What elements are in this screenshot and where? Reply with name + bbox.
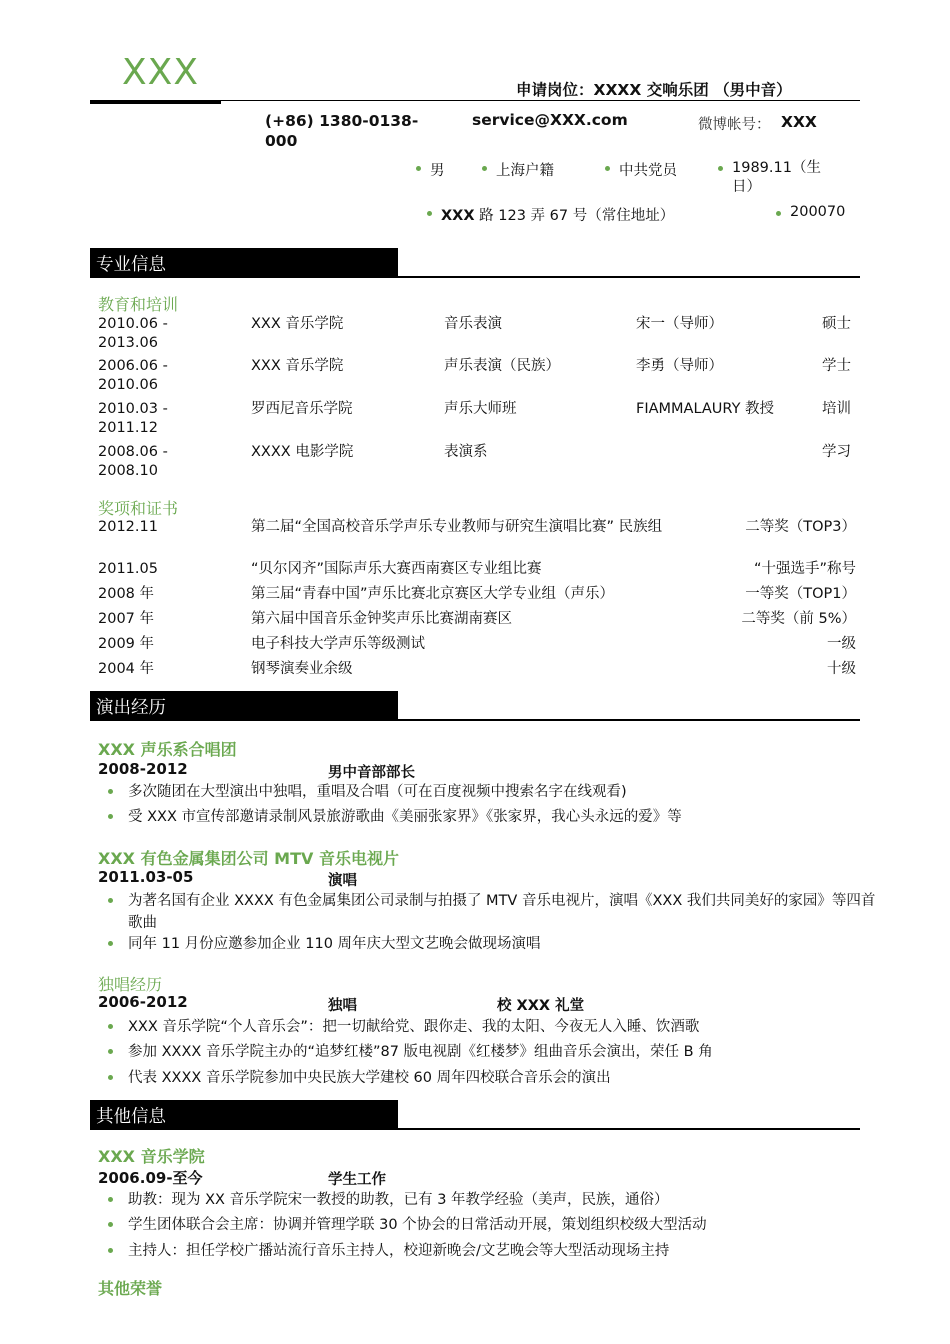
edu-school: XXXX 电影学院: [251, 444, 354, 460]
other-honors-title: 其他荣誉: [98, 1279, 163, 1298]
section-title: 其他信息: [96, 1107, 166, 1127]
edu-date: 2010.06 - 2013.06: [98, 316, 168, 351]
edu-school: 罗西尼音乐学院: [251, 401, 353, 417]
other-date: 2006.09-至今: [98, 1169, 203, 1187]
edu-date: 2008.06 - 2008.10: [98, 444, 168, 479]
weibo-value: XXX: [781, 113, 817, 131]
edu-tutor: FIAMMALAURY 教授: [636, 401, 775, 417]
address-rest: 路 123 弄 67 号（常住地址）: [474, 208, 675, 224]
address-bold: XXX: [441, 208, 475, 224]
award-result: 一级: [827, 636, 856, 652]
header-divider: [90, 100, 860, 101]
award-date: 2011.05: [98, 561, 158, 577]
info-party: 中共党员: [605, 159, 677, 180]
section-title: 演出经历: [96, 698, 166, 718]
perf-bullet: 参加 XXXX 音乐学院主办的“追梦红楼”87 版电视剧《红楼梦》组曲音乐会演出，荣任 B 角: [108, 1041, 878, 1063]
edu-school: XXX 音乐学院: [251, 358, 344, 374]
phone: (+86) 1380-0138-000: [265, 112, 419, 150]
award-result: 十级: [827, 661, 856, 677]
section-performance: [90, 691, 860, 721]
job-application: [516, 78, 792, 100]
perf-role: 男中音部部长: [328, 765, 415, 781]
award-name: 钢琴演奏业余级: [251, 661, 353, 677]
edu-major: 声乐表演（民族）: [444, 358, 560, 374]
perf-bullet: XXX 音乐学院“个人音乐会”：把一切献给党、跟你走、我的太阳、今夜无人入睡、饮酒歌: [108, 1016, 878, 1038]
other-org: XXX 音乐学院: [98, 1147, 205, 1166]
candidate-name: XXX: [122, 52, 199, 93]
section-title: 专业信息: [96, 255, 166, 275]
edu-degree: 学习: [822, 444, 851, 460]
perf-bullet: 代表 XXXX 音乐学院参加中央民族大学建校 60 周年四校联合音乐会的演出: [108, 1067, 878, 1089]
info-gender: 男: [416, 159, 445, 180]
award-name: 第三届“青春中国”声乐比赛北京赛区大学专业组（声乐）: [251, 586, 615, 602]
perf-venue: 校 XXX 礼堂: [497, 998, 585, 1014]
info-zip: 200070: [776, 204, 845, 220]
section-professional: [90, 248, 860, 278]
other-bullet: 助教：现为 XX 音乐学院宋一教授的助教，已有 3 年教学经验（美声，民族，通俗）: [108, 1189, 878, 1211]
other-role: 学生工作: [328, 1172, 386, 1188]
email[interactable]: service@XXX.com: [472, 111, 628, 129]
award-date: 2012.11: [98, 519, 158, 535]
edu-major: 表演系: [444, 444, 488, 460]
award-name: 第六届中国音乐金钟奖声乐比赛湖南赛区: [251, 611, 512, 627]
award-result: 一等奖（TOP1）: [745, 586, 856, 602]
award-result: 二等奖（TOP3）: [745, 519, 856, 535]
perf-bullet: 为著名国有企业 XXXX 有色金属集团公司录制与拍摄了 MTV 音乐电视片，演唱《XXX 我们共同美好的家园》等四首歌曲: [108, 890, 878, 934]
edu-major: 音乐表演: [444, 316, 502, 332]
info-hukou: 上海户籍: [482, 159, 554, 180]
edu-tutor: 李勇（导师）: [636, 358, 723, 374]
job-value: XXXX 交响乐团 （男中音）: [593, 81, 792, 99]
edu-tutor: 宋一（导师）: [636, 316, 723, 332]
info-address: [427, 204, 674, 225]
perf-org: 独唱经历: [98, 975, 163, 994]
edu-date: 2006.06 - 2010.06: [98, 358, 168, 393]
edu-degree: 硕士: [822, 316, 851, 332]
edu-major: 声乐大师班: [444, 401, 517, 417]
perf-org: XXX 有色金属集团公司 MTV 音乐电视片: [98, 849, 399, 868]
award-name: 第二届“全国高校音乐学声乐专业教师与研究生演唱比赛” 民族组: [251, 519, 663, 535]
job-label: 申请岗位：: [516, 81, 594, 99]
edu-school: XXX 音乐学院: [251, 316, 344, 332]
perf-bullet: 受 XXX 市宣传部邀请录制风景旅游歌曲《美丽张家界》《张家界，我心头永远的爱》等: [108, 806, 878, 828]
perf-bullet: 多次随团在大型演出中独唱，重唱及合唱（可在百度视频中搜索名字在线观看): [108, 781, 878, 803]
award-result: “十强选手”称号: [753, 561, 856, 577]
perf-date: 2011.03-05: [98, 868, 194, 886]
perf-role: 独唱: [328, 998, 357, 1014]
award-date: 2008 年: [98, 586, 155, 602]
perf-org: XXX 声乐系合唱团: [98, 740, 237, 759]
award-date: 2009 年: [98, 636, 155, 652]
weibo-label: 微博帐号：: [698, 117, 771, 133]
award-name: “贝尔冈齐”国际声乐大赛西南赛区专业组比赛: [251, 561, 542, 577]
other-bullet: 主持人：担任学校广播站流行音乐主持人，校迎新晚会/文艺晚会等大型活动现场主持: [108, 1240, 878, 1262]
info-birthday: 1989.11（生日）: [718, 159, 832, 197]
perf-role: 演唱: [328, 873, 357, 889]
perf-bullet: 同年 11 月份应邀参加企业 110 周年庆大型文艺晚会做现场演唱: [108, 933, 878, 955]
awards-title: 奖项和证书: [98, 499, 179, 518]
edu-degree: 学士: [822, 358, 851, 374]
award-result: 二等奖（前 5%）: [741, 611, 856, 627]
edu-date: 2010.03 - 2011.12: [98, 401, 168, 436]
section-other: [90, 1100, 860, 1130]
award-date: 2007 年: [98, 611, 155, 627]
award-date: 2004 年: [98, 661, 155, 677]
perf-date: 2006-2012: [98, 993, 188, 1011]
edu-degree: 培训: [822, 401, 851, 417]
other-bullet: 学生团体联合会主席：协调并管理学联 30 个协会的日常活动开展，策划组织校级大型活动: [108, 1214, 878, 1236]
education-title: 教育和培训: [98, 295, 179, 314]
award-name: 电子科技大学声乐等级测试: [251, 636, 425, 652]
perf-date: 2008-2012: [98, 760, 188, 778]
